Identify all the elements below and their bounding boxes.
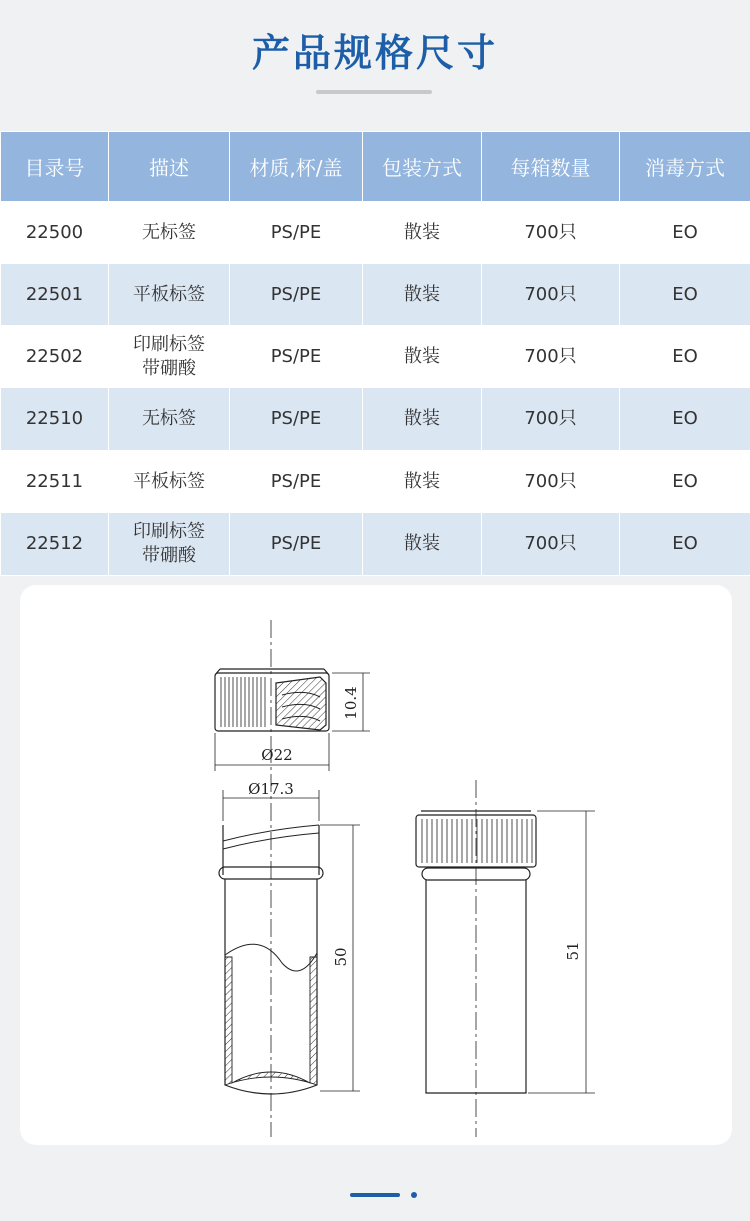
table-row — [1, 513, 750, 576]
page-indicator-active — [350, 1193, 400, 1197]
description-line: 无标签 — [142, 221, 196, 243]
table-header-row — [1, 132, 750, 202]
cell-quantity: 700只 — [482, 326, 620, 388]
tube-diameter-label: Ø17.3 — [248, 780, 294, 798]
header-catalog: 目录号 — [1, 132, 109, 202]
table-row — [1, 264, 750, 326]
tube-height-label: 50 — [332, 947, 350, 967]
cell-sterilization: EO — [620, 264, 750, 326]
cap-height-label: 10.4 — [342, 686, 360, 720]
cell-catalog: 22512 — [1, 513, 109, 576]
description-line: 平板标签 — [133, 283, 205, 305]
page-indicator-dot — [411, 1192, 417, 1198]
table-row — [1, 326, 750, 388]
spec-table — [0, 131, 750, 576]
cell-description — [109, 513, 230, 576]
cell-packing: 散装 — [363, 513, 482, 576]
cell-sterilization: EO — [620, 202, 750, 264]
description-line: 无标签 — [142, 408, 196, 429]
cell-description — [109, 451, 230, 513]
cell-description — [109, 202, 230, 264]
cell-sterilization: EO — [620, 451, 750, 513]
description-line: 印刷标签 — [133, 333, 205, 355]
cell-material: PS/PE — [230, 264, 363, 326]
cell-catalog: 22511 — [1, 451, 109, 513]
page-indicator — [0, 1193, 750, 1199]
page-title: 产品规格尺寸 — [251, 31, 498, 75]
technical-drawing-panel — [20, 585, 732, 1145]
cell-packing: 散装 — [363, 326, 482, 388]
cell-packing: 散装 — [363, 264, 482, 326]
table-row — [1, 451, 750, 513]
assembled-height-label: 51 — [564, 941, 582, 961]
header-description: 描述 — [109, 132, 230, 202]
cell-quantity: 700只 — [482, 513, 620, 576]
technical-drawing — [20, 585, 732, 1145]
cell-quantity: 700只 — [482, 264, 620, 326]
cell-material: PS/PE — [230, 326, 363, 388]
cell-description — [109, 326, 230, 388]
header-packing: 包装方式 — [363, 132, 482, 202]
cell-material: PS/PE — [230, 388, 363, 451]
description-line: 印刷标签 — [133, 521, 205, 542]
cell-sterilization: EO — [620, 388, 750, 451]
tube-drawing — [219, 745, 360, 1137]
cell-material: PS/PE — [230, 451, 363, 513]
cell-material: PS/PE — [230, 513, 363, 576]
header-material: 材质,杯/盖 — [230, 132, 363, 202]
table-row — [1, 388, 750, 451]
cell-packing: 散装 — [363, 388, 482, 451]
cell-description — [109, 264, 230, 326]
cell-catalog: 22502 — [1, 326, 109, 388]
description-line: 带硼酸 — [142, 357, 196, 379]
cell-quantity: 700只 — [482, 451, 620, 513]
cell-material: PS/PE — [230, 202, 363, 264]
description-line: 平板标签 — [133, 470, 205, 492]
title-underline — [316, 90, 432, 94]
cell-catalog: 22510 — [1, 388, 109, 451]
description-line: 带硼酸 — [142, 545, 196, 566]
header-quantity: 每箱数量 — [482, 132, 620, 202]
cell-quantity: 700只 — [482, 388, 620, 451]
cell-sterilization: EO — [620, 326, 750, 388]
cell-catalog: 22501 — [1, 264, 109, 326]
cap-diameter-label: Ø22 — [261, 746, 293, 764]
header-sterilization: 消毒方式 — [620, 132, 750, 202]
cell-quantity: 700只 — [482, 202, 620, 264]
cell-description — [109, 388, 230, 451]
cell-sterilization: EO — [620, 513, 750, 576]
cell-packing: 散装 — [363, 451, 482, 513]
table-row — [1, 202, 750, 264]
cell-catalog: 22500 — [1, 202, 109, 264]
cell-packing: 散装 — [363, 202, 482, 264]
